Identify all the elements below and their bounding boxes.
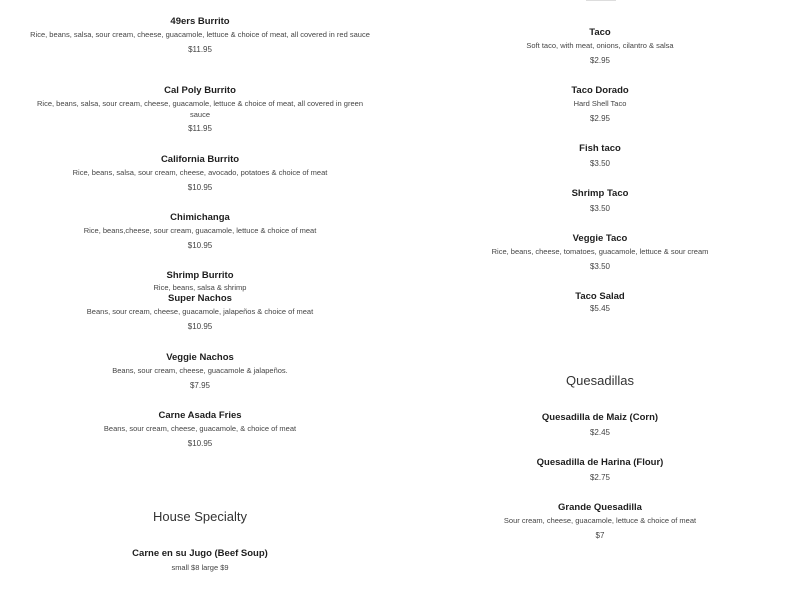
item-description: Rice, beans, salsa, sour cream, cheese, guacamole, lettuce & choice of meat, all covered in green sauce — [36, 99, 363, 119]
item-description: Rice, beans, salsa & shrimp — [20, 283, 380, 294]
item-description: Hard Shell Taco — [573, 99, 627, 108]
menu-item-49ers-burrito — [20, 16, 380, 55]
menu-item-grande-quesadilla — [420, 502, 780, 541]
item-description: Rice, beans, cheese, tomatoes, guacamole, lettuce & sour cream — [491, 247, 709, 256]
item-description: Beans, sour cream, cheese, guacamole, & choice of meat — [103, 424, 297, 433]
menu-item-veggie-taco — [420, 233, 780, 272]
item-price: $10.95 — [187, 240, 213, 250]
menu-item-shrimp-burrito — [20, 270, 380, 294]
menu-item-chimichanga — [20, 212, 380, 251]
item-price: $7.95 — [189, 380, 211, 390]
item-name: Taco — [589, 27, 611, 38]
item-name: Chimichanga — [170, 212, 230, 223]
menu-item-fish-taco — [420, 143, 780, 169]
item-description: Sour cream, cheese, guacamole, lettuce & choice of meat — [503, 516, 697, 525]
item-price: $11.95 — [188, 124, 212, 133]
item-price: $2.95 — [589, 55, 611, 65]
item-price: $7 — [595, 530, 605, 540]
item-price: $10.95 — [187, 321, 213, 331]
menu-item-taco-salad — [420, 291, 780, 314]
item-description: small $8 large $9 — [171, 563, 229, 572]
menu-item-carne-en-su-jugo — [20, 548, 380, 574]
item-price: $2.95 — [589, 113, 611, 123]
section-title-house-specialty: House Specialty — [153, 509, 247, 524]
item-name: Quesadilla de Maiz (Corn) — [541, 412, 659, 423]
menu-item-carne-asada-fries — [20, 410, 380, 449]
item-price: $2.75 — [589, 473, 611, 482]
item-price: $3.50 — [589, 204, 611, 213]
menu-item-super-nachos — [20, 293, 380, 332]
item-name: 49ers Burrito — [170, 16, 230, 27]
item-name: Veggie Nachos — [166, 352, 234, 363]
item-price: $2.45 — [589, 428, 611, 437]
menu-item-veggie-nachos — [20, 352, 380, 391]
menu-item-taco-dorado — [420, 85, 780, 124]
item-name: Shrimp Burrito — [20, 270, 380, 282]
item-name: Taco Dorado — [571, 85, 629, 96]
item-price: $3.50 — [589, 159, 611, 168]
item-price: $11.95 — [188, 44, 212, 54]
item-name: Shrimp Taco — [571, 188, 629, 199]
item-description: Beans, sour cream, cheese, guacamole, jalapeños & choice of meat — [86, 307, 314, 316]
menu-item-quesadilla-maiz — [420, 412, 780, 438]
item-price: $10.95 — [187, 438, 213, 448]
menu-item-quesadilla-harina — [420, 457, 780, 483]
menu-item-taco — [420, 27, 780, 66]
menu-item-shrimp-taco — [420, 188, 780, 214]
item-name: Cal Poly Burrito — [164, 85, 236, 96]
item-name: Veggie Taco — [572, 233, 628, 244]
item-description: Beans, sour cream, cheese, guacamole & jalapeños. — [112, 366, 288, 375]
top-divider — [586, 0, 616, 1]
item-name: Carne en su Jugo (Beef Soup) — [132, 548, 268, 559]
item-price: $5.45 — [589, 304, 611, 313]
item-price: $10.95 — [187, 182, 213, 192]
item-name: Carne Asada Fries — [158, 410, 242, 421]
menu-item-california-burrito — [20, 154, 380, 193]
item-name: Grande Quesadilla — [558, 502, 642, 513]
item-name: Quesadilla de Harina (Flour) — [536, 457, 664, 468]
item-price: $3.50 — [589, 261, 611, 271]
item-name: Fish taco — [579, 143, 621, 154]
item-description: Rice, beans, salsa, sour cream, cheese, guacamole, lettuce & choice of meat, all covered in red sauce — [30, 30, 370, 39]
item-description: Rice, beans,cheese, sour cream, guacamole, lettuce & choice of meat — [83, 226, 317, 235]
item-description: Rice, beans, salsa, sour cream, cheese, avocado, potatoes & choice of meat — [72, 168, 328, 177]
item-description: Soft taco, with meat, onions, cilantro & salsa — [526, 41, 674, 50]
item-name: California Burrito — [160, 154, 240, 165]
menu-item-cal-poly-burrito — [20, 85, 380, 134]
item-name: Taco Salad — [575, 291, 625, 302]
item-name: Super Nachos — [168, 293, 232, 304]
section-title-quesadillas: Quesadillas — [566, 373, 634, 388]
